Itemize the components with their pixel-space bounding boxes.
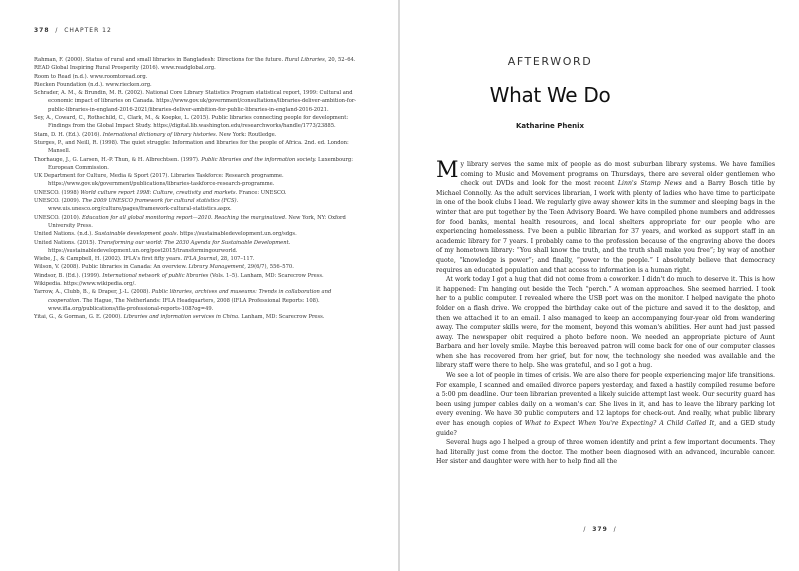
text-run: Schrader, A. M., & Brundin, M. R. (2002). National Core Library Statistics Program statistical report, 1999: Cultural and economic impact of libraries on Canada. https://www.gov.uk/government/consultations/libraries-deliver-ambition-for-public-libraries-in-england-2016-2021/libraries-deliver-ambition-for-public-libraries-in-england-2016-2021.: [34, 90, 357, 113]
italic-title: Rural Libraries,: [284, 57, 327, 63]
separator: /: [613, 526, 617, 533]
separator: /: [55, 27, 59, 34]
text-run: Sey, A., Coward, C., Rothschild, C., Clark, M., & Koepke, L. (2015). Public libraries connecting people for development: Findings from the Global Impact Study. https://digital.lib.washington.edu/researchworks/handle/1773/23885.: [34, 115, 350, 130]
italic-title: World culture report 1998: Culture, creativity and markets.: [80, 189, 238, 196]
italic-title: Education for all global monitoring report—2010. Reaching the marginalized.: [82, 214, 287, 221]
text-run: www.uis.unesco.org/culture/pages/framework-cultural-statistics.aspx.: [48, 198, 240, 213]
text-run: Wiebe, J., & Campbell, H. (2002). IFLA's first fifty years.: [34, 256, 184, 263]
text-run: Yarrow, A., Clubb, B., & Draper, J.-L. (2008).: [34, 289, 152, 296]
reference-entry: [34, 81, 362, 89]
author-name: Katharine Phenix: [516, 122, 584, 130]
text-run: Thorhauge, J., G. Larsen, H.-P. Thun, & H. Albrechtsen. (1997).: [34, 156, 202, 163]
italic-title: Transforming our world: The 2030 Agenda for Sustainable Development.: [97, 239, 291, 246]
reference-entry: [34, 131, 362, 139]
reference-entry: [34, 172, 362, 189]
running-head: [34, 27, 112, 34]
italic-title: Sustainable development goals.: [94, 231, 179, 238]
left-page: [0, 0, 399, 571]
reference-entry: [34, 139, 362, 156]
italic-title: Public libraries and the information society.: [201, 156, 317, 163]
text-run: Room to Read (n.d.). www.roomtoread.org.: [34, 73, 148, 80]
reference-entry: [34, 73, 362, 81]
text-run: and a GED study guide?: [436, 420, 775, 437]
text-run: y library serves the same mix of people as do most suburban library systems. We have families coming to Music and Movement programs on Thursdays, there are several older gentlemen who check out DVDs and look for the most recent: [460, 161, 775, 188]
reference-entry: [34, 263, 362, 271]
italic-title: International dictionary of library histories.: [102, 131, 218, 138]
body-paragraph: [436, 160, 775, 275]
text-run: The Hague, The Netherlands: IFLA Headquarters, 2008 (IFLA Professional Reports: 108). www.ifla.org/publications/ifla-professional-reports-108?og=49.: [48, 297, 322, 312]
italic-title: Libraries and information services in China.: [123, 314, 240, 321]
reference-entry: [34, 255, 362, 263]
text-run: READ Global Inspiring Rural Prosperity (2016). www.readglobal.org.: [34, 65, 216, 72]
italic-title: Public libraries, archives and museums: Trends in collaboration and cooperation.: [48, 289, 333, 304]
reference-entry: [34, 64, 362, 72]
reference-entry: [34, 230, 362, 238]
reference-entry: [34, 114, 362, 131]
body-text: [436, 160, 775, 467]
text-run: Several hugs ago I helped a group of three women identify and print a few important documents. They had literally just come from the doctor. The mother been diagnosed with an advanced, incurable cancer. Her sister and daughter were with her to help find all the: [436, 439, 775, 466]
italic-title: What to Expect When You're Expecting? A Child Called It,: [524, 420, 717, 428]
separator: /: [583, 526, 587, 533]
text-run: New York: Routledge.: [217, 131, 277, 138]
reference-entry: [34, 239, 362, 256]
reference-entry: [34, 288, 362, 313]
drop-cap: M: [436, 158, 459, 183]
text-run: and a Barry Bosch title by Michael Connolly. As the adult services librarian, I work with plenty of ladies who have time to participate in one of the book clubs I lead. We regularly give away shower kits in the summer and sleeping bags in the winter that are put together by the Teen Advisory Board. We have compiled phone numbers and addresses for food banks, mental health resources, and local shelters appropriate for our people who are experiencing homelessness. I've been a public librarian for 37 years, and worked as support staff in an academic library for 7 years. I probably came to the profession because of the engraving above the doors of my hometown library: “You shall know the truth, and the truth shall make you free”; by way of another quote, “knowledge is power”; and finally, “power to the people.” I absolutely believe that democracy requires an educated population and that access to information is a human right.: [436, 180, 775, 274]
text-run: Yitai, G., & Gorman, G. E. (2000).: [34, 314, 124, 321]
text-run: Riecken Foundation (n.d.). www.riecken.org.: [34, 81, 152, 88]
text-run: Windsor, B. (Ed.). (1999).: [34, 272, 103, 279]
reference-entry: [34, 56, 362, 64]
text-run: We see a lot of people in times of crisis. We are also there for people experiencing major life transitions. For example, I scanned and emailed divorce papers yesterday, and faxed a hastily compiled resume before a 5:00 pm deadline. Our teen librarian prevented a likely suicide attempt last week. Our security guard has been using jumper cables daily on a woman's car. She lives in it, and has to leave the library parking lot every evening. We have 30 public computers and 12 laptops for check-out. And really, what public library ever has enough copies of: [436, 372, 775, 428]
text-run: Rahman, F. (2000). Status of rural and small libraries in Bangladesh: Directions for the future.: [34, 57, 285, 63]
reference-entry: [34, 313, 362, 321]
text-run: UNESCO. (2010).: [34, 214, 83, 221]
text-run: Sturges, P., and Neill, R. (1998). The quiet struggle: Information and libraries for the people of Africa. 2nd. ed. London: Mansell.: [34, 139, 351, 155]
chapter-label: CHAPTER 12: [64, 27, 112, 34]
text-run: France: UNESCO.: [237, 189, 287, 196]
reference-entry: [34, 156, 362, 173]
page-number: 379: [592, 526, 608, 533]
text-run: 28, 107–117.: [218, 256, 255, 263]
text-run: Lanham, MD: Scarecrow Press.: [239, 314, 325, 321]
chapter-title: What We Do: [489, 83, 611, 107]
text-run: UK Department for Culture, Media & Sport (2017). Libraries Taskforce: Research programme. https://www.gov.uk/government/publications/libraries-taskforce-research-programme.: [34, 173, 286, 188]
page-number: 378: [34, 27, 50, 34]
reference-entry: [34, 189, 362, 197]
text-run: Stam, D. H. (Ed.). (2016).: [34, 131, 103, 138]
text-run: United Nations. (n.d.).: [34, 231, 95, 238]
text-run: New York, NY: Oxford University Press.: [48, 214, 348, 229]
text-run: Wikipedia. https://www.wikipedia.org/.: [34, 281, 136, 288]
text-run: Wilson, V. (2008). Public libraries in Canada: An overview.: [34, 264, 189, 271]
text-run: https://sustainabledevelopment.un.org/post2015/transformingourworld.: [48, 239, 292, 254]
text-run: 20, 52–64.: [326, 57, 356, 63]
text-run: UNESCO. (1998): [34, 189, 81, 196]
text-run: https://sustainabledevelopment.un.org/sdgs.: [178, 231, 297, 238]
reference-entry: [34, 280, 362, 288]
text-run: UNESCO. (2009).: [34, 198, 83, 205]
body-paragraph: [436, 275, 775, 371]
text-run: Luxembourg: European Commission.: [48, 156, 355, 171]
folio: [555, 526, 645, 533]
afterword-label: AFTERWORD: [507, 55, 593, 68]
italic-title: Linn's Stamp News: [617, 180, 682, 188]
reference-list: [34, 56, 362, 322]
italic-title: The 2009 UNESCO framework for cultural statistics (FCS).: [82, 198, 239, 205]
reference-entry: [34, 214, 362, 231]
text-run: 29(6/7), 556–570.: [245, 264, 294, 271]
italic-title: International network of public libraries: [102, 272, 209, 279]
body-paragraph: [436, 371, 775, 438]
right-page: [400, 0, 799, 571]
reference-entry: [34, 89, 362, 114]
text-run: United Nations. (2015).: [34, 239, 98, 246]
body-paragraph: [436, 438, 775, 467]
reference-entry: [34, 272, 362, 280]
text-run: (Vols. 1–5). Lanham, MD: Scarecrow Press.: [208, 272, 324, 279]
text-run: At work today I got a hug that did not come from a coworker. I didn't do much to deserve it. This is how it happened: I'm hanging out beside the Tech “perch.” A woman approaches. She seemed harried. I took her to a public computer. I revealed where the USB port was on the monitor. I helped navigate the photo folder on a flash drive. We cropped the birthday cake out of the picture and saved it to the desktop, and then we attached it to an email. I also managed to keep an accompanying four-year old from wandering away. The computer skills were, for the moment, beyond this woman's abilities. Her aunt had just passed away. The newspaper obit required a photo before noon. We needed an appropriate picture of Aunt Barbara and her lovely smile. Maybe this bereaved patron will come back for one of our computer classes when she has recovered from her grief, but for now, the technology she needed was available and the library staff were there to help. She was grateful, and so I got a hug.: [436, 276, 775, 370]
italic-title: IFLA Journal,: [183, 256, 219, 263]
italic-title: Library Management,: [188, 264, 246, 271]
reference-entry: [34, 197, 362, 214]
